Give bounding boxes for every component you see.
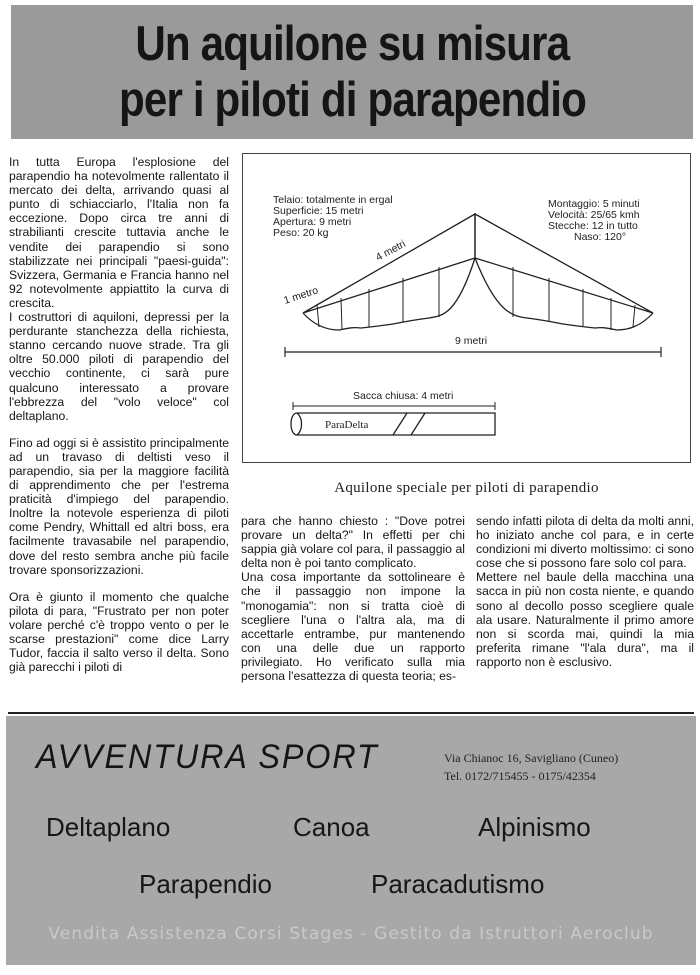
bag-dimension-line: [293, 402, 495, 410]
headline-line-2: per i piloti di parapendio: [118, 73, 586, 127]
paragraph: Ora è giunto il momento che qualche pilota di para, "Frustrato per non poter volare perché c'è troppo vento o per le scarse prestazioni" come dice Larry Tudor, faccia il salto verso il delta. Sono già parecchi i piloti di: [9, 589, 229, 675]
spec-left-2: Superficie: 15 metri: [273, 205, 364, 217]
paragraph: Fino ad oggi si è assistito principalmente ad un travaso di deltisti veso il parapendio, sia per la maggiore facilità di apprendimento che per l'estrema praticità d'impiego del parapendio. Inoltre la notevole esperienza di piloti come Pendry, Whittall ed altri boss, era facilmente travasabile nel parapendio, dove del resto sembra anche più facile trovare sponsorizzazioni.: [9, 435, 229, 577]
ad-activity-alpinismo: Alpinismo: [478, 812, 591, 842]
dimension-9m-label: 9 metri: [455, 335, 488, 347]
article-column-3: [476, 514, 694, 682]
ad-activity-paracadutismo: Paracadutismo: [371, 869, 545, 899]
advertisement-box: [6, 716, 696, 965]
article-column-1: [9, 155, 229, 687]
ad-activity-canoa: Canoa: [293, 812, 370, 842]
divider: [8, 712, 694, 714]
ad-phone: Tel. 0172/715455 - 0175/42354: [444, 769, 596, 783]
paragraph: In tutta Europa l'esplosione del parapendio ha notevolmente rallentato il mercato dei delta, arrivando quasi al punto di schiacciarlo, l'Italia non fa eccezione. Dopo circa tre anni di strabilianti crescite tuttavia anche le vendite dei parapendio si sono stabilizzate nei principali "paesi-guida": Svizzera, Germania e Francia hanno nel 92 notevolmente appiattito la curva di crescita.: [9, 155, 229, 310]
ad-activity-parapendio: Parapendio: [139, 869, 272, 899]
paragraph: Mettere nel baule della macchina una sacca in più non costa niente, e quando sono al decollo posso scegliere quale ala usare. Naturalmente il primo amore non si scorda mai, quindi la mia preferita rimane "l'ala dura", ma il rapporto non è esclusivo.: [476, 570, 694, 669]
hang-glider-diagram: [242, 153, 691, 463]
dimension-1m-label: 1 metro: [282, 284, 320, 307]
spec-left-4: Peso: 20 kg: [273, 227, 329, 239]
spec-right-4: Naso: 120°: [574, 231, 627, 243]
ad-business-name: AVVENTURA SPORT: [36, 738, 379, 776]
dimension-4m-label: 4 metri: [373, 237, 408, 264]
spec-right-3: Stecche: 12 in tutto: [548, 220, 638, 232]
bag-brand-label: ParaDelta: [325, 419, 369, 431]
bag-label: Sacca chiusa: 4 metri: [353, 390, 454, 402]
ad-activity-deltaplano: Deltaplano: [46, 812, 171, 842]
headline-line-1: Un aquilone su misura: [135, 17, 569, 71]
spec-right-1: Montaggio: 5 minuti: [548, 198, 640, 210]
figure-caption: Aquilone speciale per piloti di parapendio: [334, 480, 599, 496]
spec-right-2: Velocità: 25/65 kmh: [548, 209, 640, 221]
paragraph: sendo infatti pilota di delta da molti anni, ho iniziato anche col para, e in certe condizioni mi diverto moltissimo: ci sono cose che si possono fare solo col para.: [476, 514, 694, 571]
closed-bag-drawing: [291, 413, 495, 435]
spec-left-3: Apertura: 9 metri: [273, 216, 352, 228]
paragraph: Una cosa importante da sottolineare è che il passaggio non impone la "monogamia": non si tratta cioè di scegliere l'una o l'altra ala, ma di accettarle entrambe, pur mantenendo con una delle due un rapporto privilegiato. Ho verificato sulla mia persona l'esattezza di questa teoria; es-: [241, 570, 465, 684]
paragraph: para che hanno chiesto : "Dove potrei provare un delta?" In effetti per chi sappia già volare col para, il passaggio al delta non è poi tanto complicato.: [241, 514, 465, 571]
span-dimension-line: [285, 347, 661, 357]
ad-address: Via Chianoc 16, Savigliano (Cuneo): [444, 751, 619, 765]
ad-contact: [444, 749, 618, 785]
spec-left-1: Telaio: totalmente in ergal: [273, 194, 393, 206]
article-column-2: [241, 514, 465, 696]
paragraph: I costruttori di aquiloni, depressi per la perdurante stanchezza della richiesta, stanno cercando nuove strade. Tra gli oltre 50.000 piloti di parapendio del vecchio continente, ci sarà pure qualcuno interessato a provare l'ebbrezza del "volo veloce" col deltaplano.: [9, 310, 229, 423]
headline-banner: [11, 5, 693, 139]
ad-footer: Vendita Assistenza Corsi Stages - Gestito da Istruttori Aeroclub: [48, 924, 654, 944]
